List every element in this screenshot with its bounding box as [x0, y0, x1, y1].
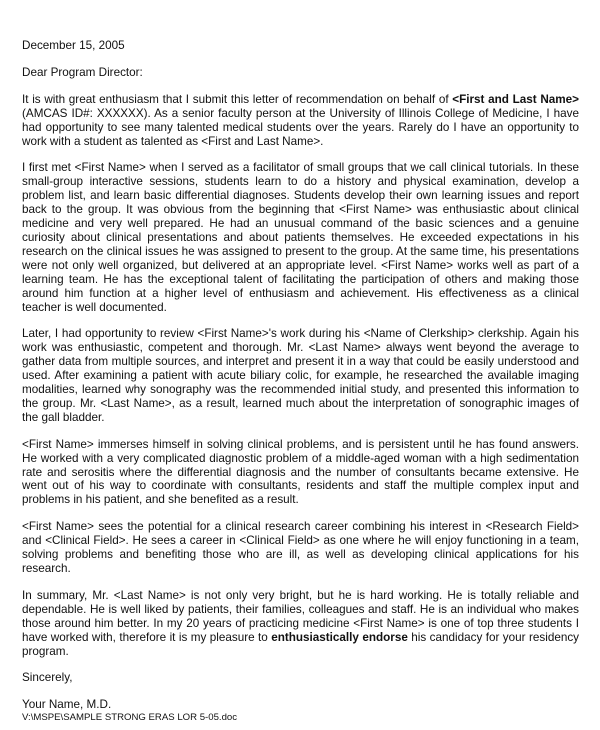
- paragraph-6-text-start: In summary, Mr. <Last Name> is not only very bright, but he is hard working. He is totally reliable and dependable. He is well liked by patients, their families, colleagues and staff. He is an individual who makes those around him better. In my 20 years of practicing medicine <First Name> is one of top three students I have worked with, therefore it is my pleasure to: [22, 588, 579, 644]
- paragraph-4: <First Name> immerses himself in solving clinical problems, and is persistent until he has found answers. He worked with a very complicated diagnostic problem of a middle-aged woman with a high sedimentation rate and serositis where the differential diagnosis and the number of consultants became extensive. He went out of his way to coordinate with consultants, residents and staff the multiple complex input and problems in his patient, and she benefited as a result.: [22, 437, 579, 507]
- paragraph-3: Later, I had opportunity to review <First Name>'s work during his <Name of Clerkship> clerkship. Again his work was enthusiastic, competent and thorough. Mr. <Last Name> always went beyond the average to gather data from multiple sources, and interpret and present it in a way that could be easily understood and used. After examining a patient with acute biliary colic, for example, he researched the available imaging modalities, learned why sonography was the recommended initial study, and presented this information to the group. Mr. <Last Name>, as a result, learned much about the interpretation of sonographic images of the gall bladder.: [22, 327, 579, 424]
- candidate-name-bold: <First and Last Name>: [452, 92, 579, 106]
- file-path: V:\MSPE\SAMPLE STRONG ERAS LOR 5-05.doc: [22, 712, 238, 724]
- paragraph-1-text-start: It is with great enthusiasm that I submit this letter of recommendation on behalf of: [22, 92, 453, 106]
- signature-name: Your Name, M.D.: [22, 698, 112, 712]
- closing: Sincerely,: [22, 671, 73, 685]
- paragraph-2: I first met <First Name> when I served as a facilitator of small groups that we call clinical tutorials. In these small-group interactive sessions, students learn to do a history and physical examination, develop a problem list, and learn basic differential diagnoses. Students develop their own learning issues and report back to the group. It was obvious from the beginning that <First Name> was enthusiastic about clinical medicine and very well prepared. He had an unusual command of the basic sciences and a genuine curiosity about clinical presentations and about patients themselves. He exceeded expectations in his research on the clinical issues he was assigned to present to the group. At the same time, his presentations were not only well organized, but delivered at an appropriate level. <First Name> works well as part of a learning team. He has the exceptional talent of facilitating the participation of others and making those around him function at a higher level of enthusiasm and achievement. His effectiveness as a clinical teacher is well documented.: [22, 161, 579, 314]
- endorse-bold: enthusiastically endorse: [271, 630, 408, 644]
- paragraph-5: <First Name> sees the potential for a clinical research career combining his interest in <Research Field> and <Clinical Field>. He sees a career in <Clinical Field> as one where he will enjoy functioning in a team, solving problems and benefiting those who are ill, as well as developing clinical applications for his research.: [22, 520, 579, 575]
- paragraph-6: [22, 589, 579, 659]
- letter-date: December 15, 2005: [22, 39, 125, 52]
- paragraph-1-text-end: (AMCAS ID#: XXXXXX). As a senior faculty person at the University of Illinois College of Medicine, I have had opportunity to see many talented medical students over the years. Rarely do I have an opportunity to work with a student as talented as <First and Last Name>.: [22, 106, 579, 148]
- salutation: Dear Program Director:: [22, 65, 143, 79]
- paragraph-1: [22, 93, 579, 149]
- paragraph-6-text-end: his candidacy for your residency program.: [22, 630, 580, 658]
